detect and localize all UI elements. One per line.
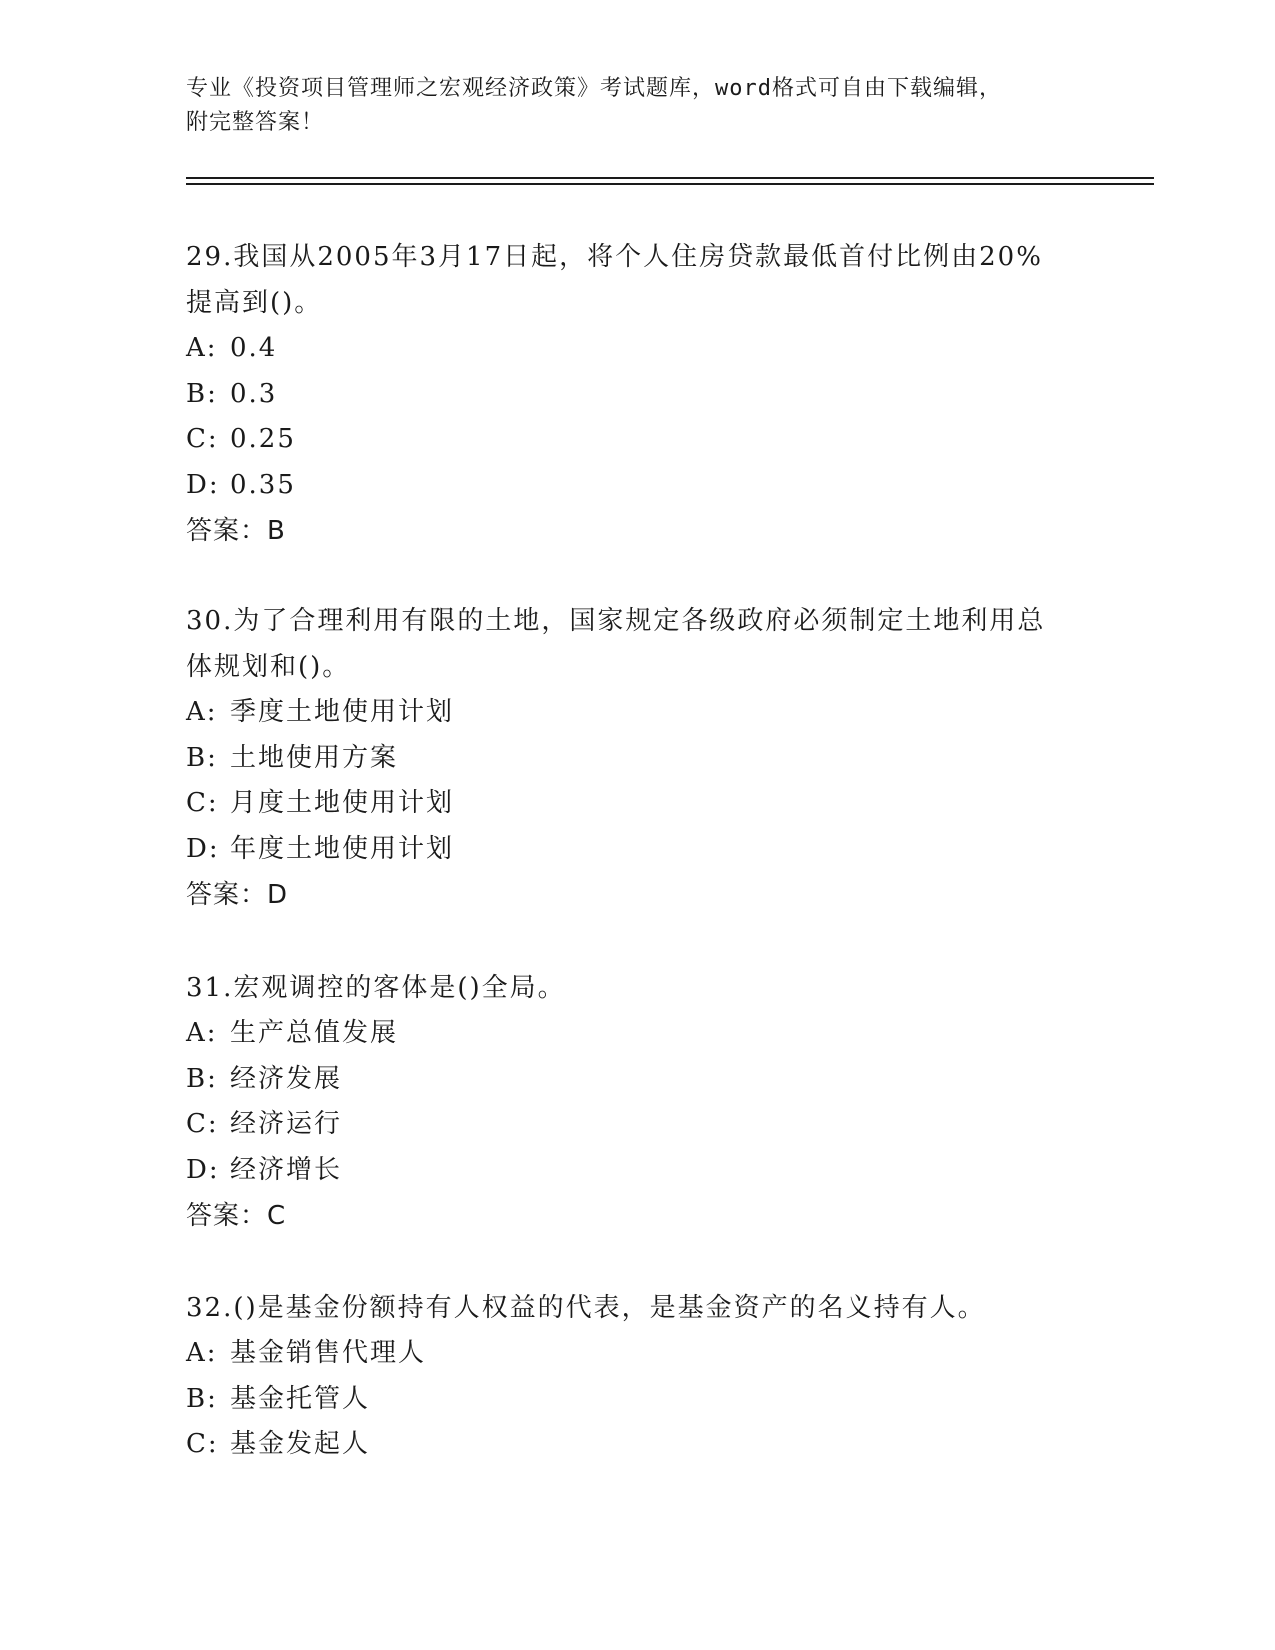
- option-a: [186, 326, 1086, 372]
- option-letter: A:: [186, 333, 218, 363]
- option-letter: B:: [186, 1383, 218, 1414]
- option-a: [186, 1011, 1086, 1057]
- option-text: 季度土地使用计划: [230, 697, 455, 727]
- answer-line: 答案：B: [186, 516, 286, 546]
- question-stem-line-1: 32.()是基金份额持有人权益的代表，是基金资产的名义持有人。: [186, 1293, 986, 1323]
- header-line-1: 专业《投资项目管理师之宏观经济政策》考试题库，word格式可自由下载编辑，: [186, 76, 1002, 101]
- option-d: [186, 463, 1086, 509]
- option-text: 基金发起人: [230, 1429, 371, 1459]
- question-29: [186, 234, 1086, 554]
- option-a: [186, 690, 1086, 736]
- answer-line: 答案：D: [186, 880, 289, 910]
- option-a: [186, 1331, 1086, 1377]
- option-text: 基金销售代理人: [230, 1338, 427, 1368]
- question-stem-line-1: 30.为了合理利用有限的土地，国家规定各级政府必须制定土地利用总: [186, 606, 1046, 636]
- option-b: [186, 736, 1086, 782]
- option-letter: C:: [186, 788, 219, 818]
- option-text: 土地使用方案: [230, 742, 399, 773]
- option-c: [186, 1102, 1086, 1148]
- option-letter: B:: [186, 742, 218, 773]
- option-letter: D:: [186, 1154, 220, 1185]
- header-divider-top: [186, 177, 1154, 179]
- option-text: 经济发展: [230, 1063, 343, 1094]
- option-c: [186, 1422, 1086, 1468]
- option-text: 0.3: [230, 378, 278, 409]
- option-text: 生产总值发展: [230, 1018, 399, 1048]
- option-d: [186, 1148, 1086, 1194]
- question-32: [186, 1285, 1086, 1468]
- option-letter: A:: [186, 697, 218, 727]
- option-text: 基金托管人: [230, 1383, 371, 1414]
- option-letter: A:: [186, 1338, 218, 1368]
- option-text: 0.35: [230, 469, 296, 500]
- option-text: 经济运行: [230, 1109, 343, 1139]
- question-stem-line-1: 31.宏观调控的客体是()全局。: [186, 973, 566, 1003]
- option-text: 0.25: [230, 424, 296, 454]
- option-letter: C:: [186, 1109, 219, 1139]
- option-d: [186, 827, 1086, 873]
- option-letter: A:: [186, 1018, 218, 1048]
- option-text: 经济增长: [230, 1154, 343, 1185]
- option-letter: C:: [186, 1429, 219, 1459]
- document-header: [186, 72, 1066, 140]
- header-divider-bottom: [186, 183, 1154, 185]
- option-letter: D:: [186, 469, 220, 500]
- answer-line: 答案：C: [186, 1201, 287, 1231]
- option-letter: B:: [186, 378, 218, 409]
- option-c: [186, 781, 1086, 827]
- option-b: [186, 1057, 1086, 1103]
- question-30: [186, 598, 1086, 918]
- option-b: [186, 1377, 1086, 1423]
- header-line-2: 附完整答案！: [186, 110, 325, 135]
- option-text: 月度土地使用计划: [230, 788, 455, 818]
- option-letter: C:: [186, 424, 219, 454]
- option-c: [186, 417, 1086, 463]
- option-text: 0.4: [230, 333, 278, 363]
- question-31: [186, 965, 1086, 1239]
- option-letter: D:: [186, 833, 220, 864]
- option-letter: B:: [186, 1063, 218, 1094]
- option-text: 年度土地使用计划: [230, 833, 455, 864]
- question-stem-line-2: 提高到()。: [186, 288, 323, 318]
- option-b: [186, 372, 1086, 418]
- question-stem-line-2: 体规划和()。: [186, 652, 351, 682]
- question-stem-line-1: 29.我国从2005年3月17日起，将个人住房贷款最低首付比例由20%: [186, 242, 1043, 272]
